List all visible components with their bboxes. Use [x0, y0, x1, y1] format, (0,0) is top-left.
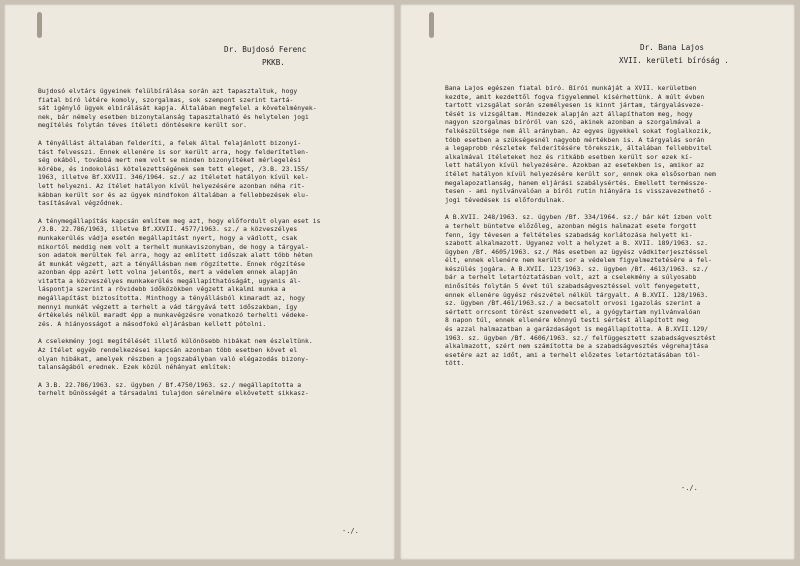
- text-line: A tényállást általában felderíti, a felek által felajánlott bizonyí-: [38, 139, 302, 147]
- punch-hole-mark: [429, 12, 434, 38]
- author-name-right: Dr. Bana Lajos: [640, 43, 705, 52]
- text-line: A cselekmény jogi megítélését illető különösebb hibákat nem észleltünk.: [38, 338, 313, 346]
- text-line: bár a terhelt letartóztatásban volt, azt a cselekmény a súlyosabb: [445, 274, 697, 282]
- text-line: /3.B. 22.786/1963, illetve Bf.XXVII. 4577/1963. sz./ a közveszélyes: [38, 226, 298, 234]
- text-line: alkalmazott, szért nem számította be a szabadságvesztés végrehajtása: [445, 343, 709, 351]
- text-line: tartott vizsgálat során személyesen is kinnt jártam, tárgyalásveze-: [445, 102, 705, 110]
- text-line: A 3.B. 22.786/1963. sz. ügyben / Bf.4750/1963. sz./ megállapította a: [38, 381, 302, 389]
- text-line: lett hatályon kívül helyezésére. Azokban az esetekben is, amikor az: [445, 162, 705, 170]
- text-line: kábban került sor és az ügyek mindfokon általában a fellebbezések elu-: [38, 191, 309, 199]
- text-line: kezdte, amit kezdettől fogva figyelemmel kísérhettünk. A múlt évben: [445, 93, 705, 101]
- text-line: minősítés folytán 5 évet túl szabadságvesztéssel volt fenyegetett,: [445, 283, 701, 291]
- text-line: a legaprobb részletek felderítésére törekszik, általában fellebbvitel: [445, 145, 712, 153]
- punch-hole-mark: [37, 12, 42, 38]
- paragraph: [38, 218, 320, 330]
- text-line: Bujdosó elvtárs ügyeinek felülbírálása során azt tapasztaltuk, hogy: [38, 88, 298, 95]
- text-line: körébe, és indokolási kötelezettségének sem tett eleget, /3.B. 23.155/: [38, 165, 309, 173]
- end-mark-left: -./.: [342, 527, 359, 535]
- paragraph: [445, 214, 716, 369]
- text-line: megállapítást biztosította. Minthogy a tényállásból kimaradt az, hogy: [38, 295, 305, 303]
- text-line: felkészültsége nem áll arányban. Az egyes ügyekkel sokat foglalkozik,: [445, 127, 712, 135]
- paragraph: [38, 140, 320, 209]
- text-line: fenn, így tévesen a feltételes szabadság korlátozása helyett ki-: [445, 231, 693, 239]
- text-line: a terhelt büntetve előzőleg, azonban mégis halmazat esete forgott: [445, 222, 697, 230]
- text-line: olyan hibákat, amelyek részben a jogszabályban való elégazodás bizony-: [38, 355, 309, 363]
- text-line: nagyon szorgalmas bíróról van szó, akinek azonban a szorgalmával a: [445, 119, 701, 127]
- text-line: azonban épp azért lett volna jelentős, mert a védelem ennek alapján: [38, 269, 298, 277]
- paragraph-gap: [445, 205, 716, 214]
- paragraph-gap: [38, 131, 320, 140]
- text-line: megalapozatlanság, hanem eljárási szabálysértés. Emellett terméssze-: [445, 179, 709, 187]
- text-line: 1963, illetve Bf.XXVII. 346/1964. sz./ az ítéletet hatályon kívül kel-: [38, 174, 309, 182]
- text-line: több esetben a szükségesnél nagyobb mértékben is. A tárgyalás során: [445, 136, 705, 144]
- text-line: mikortól meddig nem volt a terhelt munkaviszonyban, de hogy a tárgyal-: [38, 243, 309, 251]
- text-line: lett helyezni. Az ítélet hatályon kívül helyezésére azonban néha rit-: [38, 182, 305, 190]
- text-line: mennyi munkát végzett a terhelt a vád tárgyává tett időszakban, így: [38, 303, 298, 311]
- text-line: tesen - ami nyilvánvalóan a bírói rutin hiányára is visszavezethető -: [445, 188, 712, 196]
- text-line: 8 napon túl, ennek ellenére könnyű testi sértést állapított meg: [445, 317, 689, 325]
- text-line: zés. A hiányosságot a másodfokú eljárásban kellett pótolni.: [38, 320, 267, 328]
- text-line: fiatal bíró létére komoly, szorgalmas, sok szempont szerint tartá-: [38, 96, 294, 104]
- left-page-body: [38, 88, 320, 399]
- text-line: értékelés nélkül maradt épp a munkavégzésre vonatkozó terhelti védeke-: [38, 312, 309, 320]
- text-line: talanságából erednek. Ezek közül néhányat említek:: [38, 364, 232, 372]
- text-line: munkakerülés vádja esetén megállapítást nyert, hogy a vádlott, csak: [38, 234, 298, 242]
- text-line: Az ítélet egyéb rendelkezései kapcsán azonban több esetben követ el: [38, 347, 298, 355]
- text-line: nek, bár némely esetben bizonytalanság tapasztalható és helytelen jogi: [38, 113, 309, 121]
- text-line: ség okából, továbbá mert nem volt se minden bizonyítéket mérlegelési: [38, 157, 302, 165]
- text-line: tött.: [445, 360, 465, 368]
- document-page-right: [400, 4, 795, 560]
- paragraph: [445, 85, 716, 205]
- text-line: láspontja szerint a rövidebb időközökben végzett alkalmi munka a: [38, 286, 286, 294]
- text-line: alkalmával ítéleteket hoz és ritkább esetben került sor ezek kí-: [445, 153, 693, 161]
- document-page-left: [4, 4, 395, 560]
- author-unit-left: PKKB.: [262, 58, 285, 67]
- text-line: sát igénylő ügyek elbírálását kapja. Általában megfelel a követelmények-: [38, 105, 317, 113]
- text-line: tást felvesszi. Ennek ellenére is sor került arra, hogy felderítetlen-: [38, 148, 309, 156]
- paragraph-gap: [38, 209, 320, 218]
- paragraph: [38, 382, 320, 399]
- text-line: megítélés folytán téves ítéleti döntésekre került sor.: [38, 122, 247, 130]
- text-line: készülés jogára. A B.XVII. 123/1963. sz. ügyben /Bf. 4613/1963. sz./: [445, 265, 709, 273]
- author-name-left: Dr. Bujdosó Ferenc: [224, 45, 307, 54]
- text-line: Bana Lajos egészen fiatal bíró. Bírói munkáját a XVII. kerületben: [445, 85, 697, 92]
- text-line: ennek ellenére ügyész részvétel nélkül tárgyalt. A B.XVII. 128/1963.: [445, 291, 709, 299]
- text-line: sértett orrcsont törést szenvedett el, a gyógytartam nyilvánvalóan: [445, 308, 701, 316]
- text-line: esetére azt az időt, ami a terhelt előzetes letartóztatásában töl-: [445, 351, 701, 359]
- text-line: jogi tévedések is előfordulnak.: [445, 196, 565, 204]
- text-line: terhelt bűnösségét a társadalmi tulajdon sérelmére elkövetett sikkasz-: [38, 390, 309, 398]
- text-line: ítélet hatályon kívül helyezésére került sor, ennek oka elsősorban nem: [445, 170, 716, 178]
- paragraph-gap: [38, 373, 320, 382]
- text-line: vitatta a közveszélyes munkakerülés megállapíthatóságát, ugyanis ál-: [38, 277, 302, 285]
- text-line: A ténymegállapítás kapcsán említem meg azt, hogy előfordult olyan eset is: [38, 217, 321, 225]
- author-unit-right: XVII. kerületi bíróság .: [619, 56, 729, 65]
- text-line: tését is vizsgáltam. Mindezek alapján azt állapíthatom meg, hogy: [445, 110, 693, 118]
- text-line: élt, ennek ellenére nem került sor a védelem figyelmeztetésére a fel-: [445, 257, 712, 265]
- paragraph: [38, 338, 320, 372]
- text-line: szabott alkalmazott. Ugyanez volt a helyzet a B. XVII. 189/1963. sz.: [445, 240, 709, 248]
- text-line: A B.XVII. 248/1963. sz. ügyben /Bf. 334/1964. sz./ bár két ízben volt: [445, 214, 712, 222]
- text-line: 1963. sz. ügyben /Bf. 4606/1963. sz./ felfüggesztett szabadságvesztést: [445, 334, 716, 342]
- text-line: tasításával végződnek.: [38, 200, 124, 208]
- right-page-body: [445, 85, 716, 369]
- text-line: és azzal halmazatban a garázdaságot is megállapította. A B.XVII.129/: [445, 326, 709, 334]
- text-line: ügyben /Bf. 4605/1963. sz./ Más esetben az ügyész vádkiterjesztéssel: [445, 248, 709, 256]
- text-line: át munkát végzett, azt a tényállásban nem rögzítette. Ennek rögzítése: [38, 260, 305, 268]
- text-line: sz. ügyben /Bf.461/1963.sz./ a becsatolt orvosi igazolás szerint a: [445, 300, 701, 308]
- end-mark-right: -./.: [681, 484, 698, 492]
- text-line: son adatok merültek fel arra, hogy az említett időszak alatt több héten: [38, 252, 313, 260]
- paragraph: [38, 88, 320, 131]
